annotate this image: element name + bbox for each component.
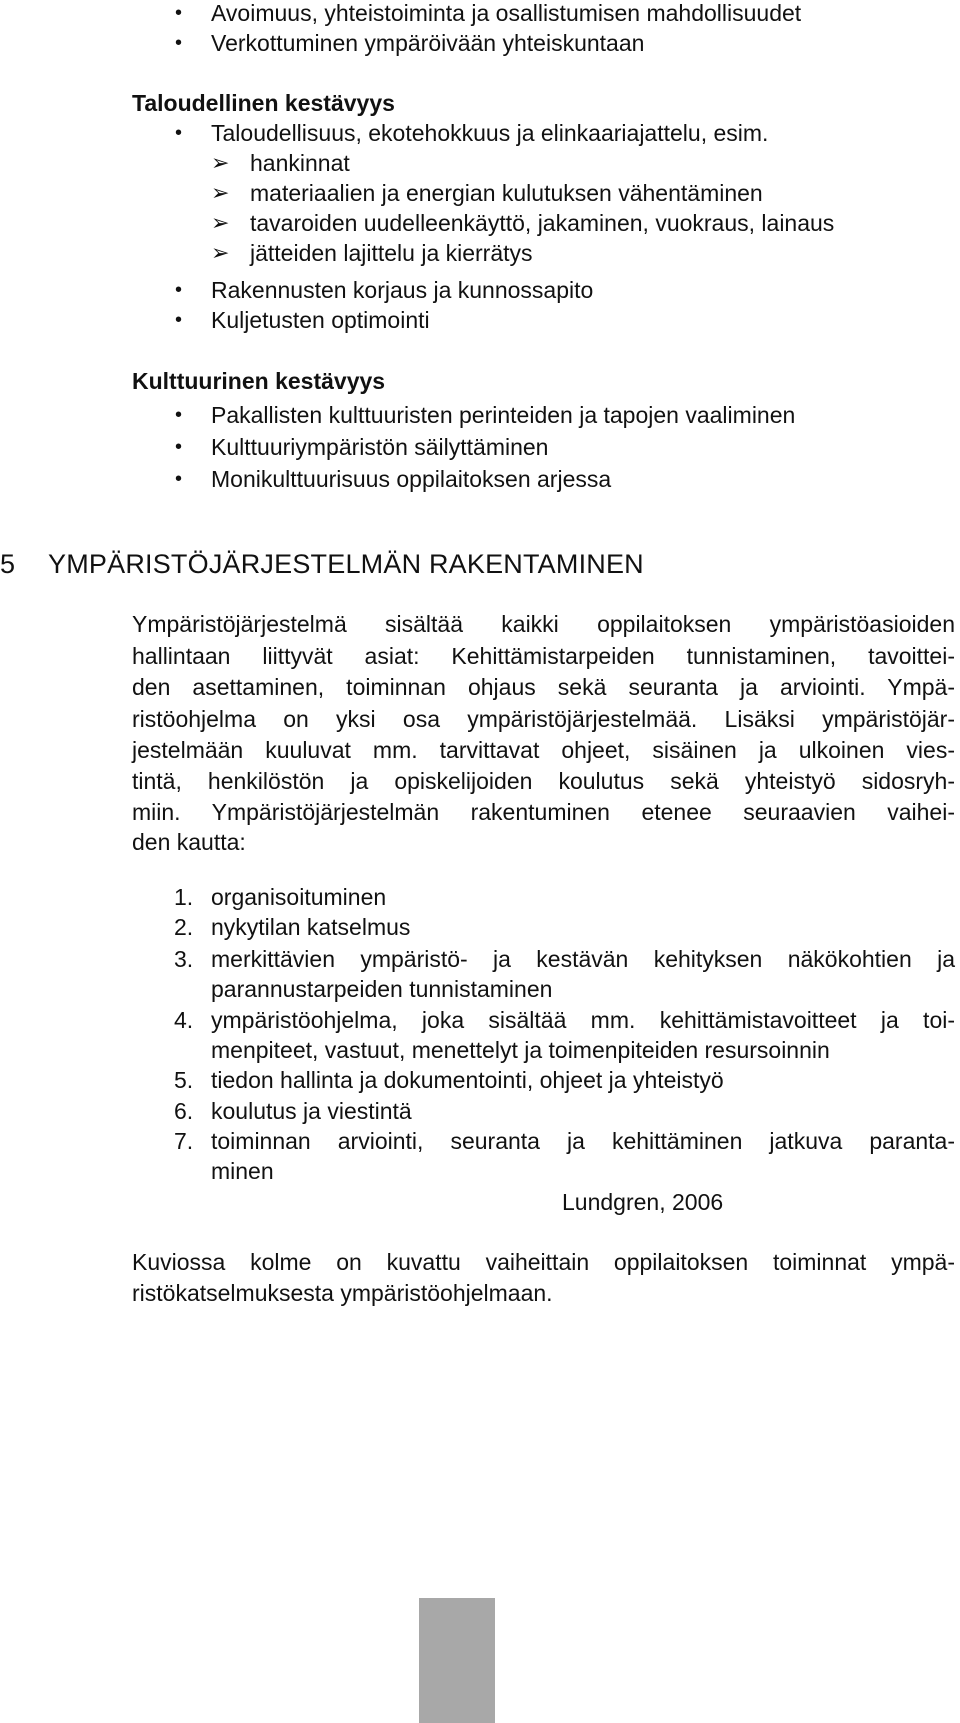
step-number: 6. <box>174 1098 194 1124</box>
sub-item-text: jätteiden lajittelu ja kierrätys <box>250 240 533 266</box>
page-footer-block <box>419 1598 495 1723</box>
bullet-dot: • <box>175 279 183 301</box>
closing-paragraph-line: ristökatselmuksesta ympäristöohjelmaan. <box>132 1280 553 1306</box>
step-number: 5. <box>174 1067 194 1093</box>
bullet-dot: • <box>175 468 183 490</box>
sub-item-text: tavaroiden uudelleenkäyttö, jakaminen, vuokraus, lainaus <box>250 210 835 236</box>
citation: Lundgren, 2006 <box>562 1189 724 1215</box>
arrow-bullet-icon: ➢ <box>211 150 230 175</box>
bullet-dot: • <box>175 436 183 458</box>
step-text: minen <box>211 1158 274 1184</box>
paragraph-line: den kautta: <box>132 829 246 855</box>
sub-item-text: hankinnat <box>250 150 350 176</box>
paragraph-line: jestelmään kuuluvat mm. tarvittavat ohjeet, sisäinen ja ulkoinen vies- <box>132 737 955 763</box>
paragraph-line: ristöohjelma on yksi osa ympäristöjärjestelmää. Lisäksi ympäristöjär- <box>132 706 955 732</box>
bullet-text: Kuljetusten optimointi <box>211 307 430 333</box>
paragraph-line: tintä, henkilöstön ja opiskelijoiden koulutus sekä yhteistyö sidosryh- <box>132 768 955 794</box>
section-heading-cultural: Kulttuurinen kestävyys <box>132 368 386 394</box>
paragraph-line: Ympäristöjärjestelmä sisältää kaikki oppilaitoksen ympäristöasioiden <box>132 611 955 637</box>
bullet-dot: • <box>175 122 183 144</box>
section-title: YMPÄRISTÖJÄRJESTELMÄN RAKENTAMINEN <box>48 549 644 579</box>
step-text: organisoituminen <box>211 884 387 910</box>
bullet-text: Kulttuuriympäristön säilyttäminen <box>211 434 549 460</box>
closing-paragraph-line: Kuviossa kolme on kuvattu vaiheittain oppilaitoksen toiminnat ympä- <box>132 1249 955 1275</box>
bullet-dot: • <box>175 309 183 331</box>
arrow-bullet-icon: ➢ <box>211 210 230 235</box>
section-heading-economic: Taloudellinen kestävyys <box>132 90 395 116</box>
step-text: toiminnan arviointi, seuranta ja kehittäminen jatkuva paranta- <box>211 1128 955 1154</box>
section-number: 5 <box>0 549 16 579</box>
paragraph-line: den asettaminen, toiminnan ohjaus sekä seuranta ja arviointi. Ympä- <box>132 674 955 700</box>
step-number: 4. <box>174 1007 194 1033</box>
sub-item-text: materiaalien ja energian kulutuksen vähentäminen <box>250 180 763 206</box>
paragraph-line: hallintaan liittyvät asiat: Kehittämistarpeiden tunnistaminen, tavoittei- <box>132 643 955 669</box>
bullet-dot: • <box>175 2 183 24</box>
bullet-text: Monikulttuurisuus oppilaitoksen arjessa <box>211 466 612 492</box>
bullet-dot: • <box>175 32 183 54</box>
step-number: 1. <box>174 884 194 910</box>
bullet-text: Avoimuus, yhteistoiminta ja osallistumisen mahdollisuudet <box>211 0 802 26</box>
step-text: tiedon hallinta ja dokumentointi, ohjeet ja yhteistyö <box>211 1067 724 1093</box>
step-number: 7. <box>174 1128 194 1154</box>
step-text: menpiteet, vastuut, menettelyt ja toimenpiteiden resursoinnin <box>211 1037 830 1063</box>
arrow-bullet-icon: ➢ <box>211 240 230 265</box>
step-number: 2. <box>174 914 194 940</box>
bullet-text: Pakallisten kulttuuristen perinteiden ja tapojen vaaliminen <box>211 402 796 428</box>
bullet-dot: • <box>175 404 183 426</box>
bullet-text: Verkottuminen ympäröivään yhteiskuntaan <box>211 30 645 56</box>
step-text: koulutus ja viestintä <box>211 1098 412 1124</box>
step-text: ympäristöohjelma, joka sisältää mm. kehittämistavoitteet ja toi- <box>211 1007 955 1033</box>
arrow-bullet-icon: ➢ <box>211 180 230 205</box>
step-text: nykytilan katselmus <box>211 914 411 940</box>
step-number: 3. <box>174 946 194 972</box>
paragraph-line: miin. Ympäristöjärjestelmän rakentuminen etenee seuraavien vaihei- <box>132 799 955 825</box>
step-text: parannustarpeiden tunnistaminen <box>211 976 553 1002</box>
bullet-text: Taloudellisuus, ekotehokkuus ja elinkaariajattelu, esim. <box>211 120 769 146</box>
step-text: merkittävien ympäristö- ja kestävän kehityksen näkökohtien ja <box>211 946 955 972</box>
bullet-text: Rakennusten korjaus ja kunnossapito <box>211 277 594 303</box>
